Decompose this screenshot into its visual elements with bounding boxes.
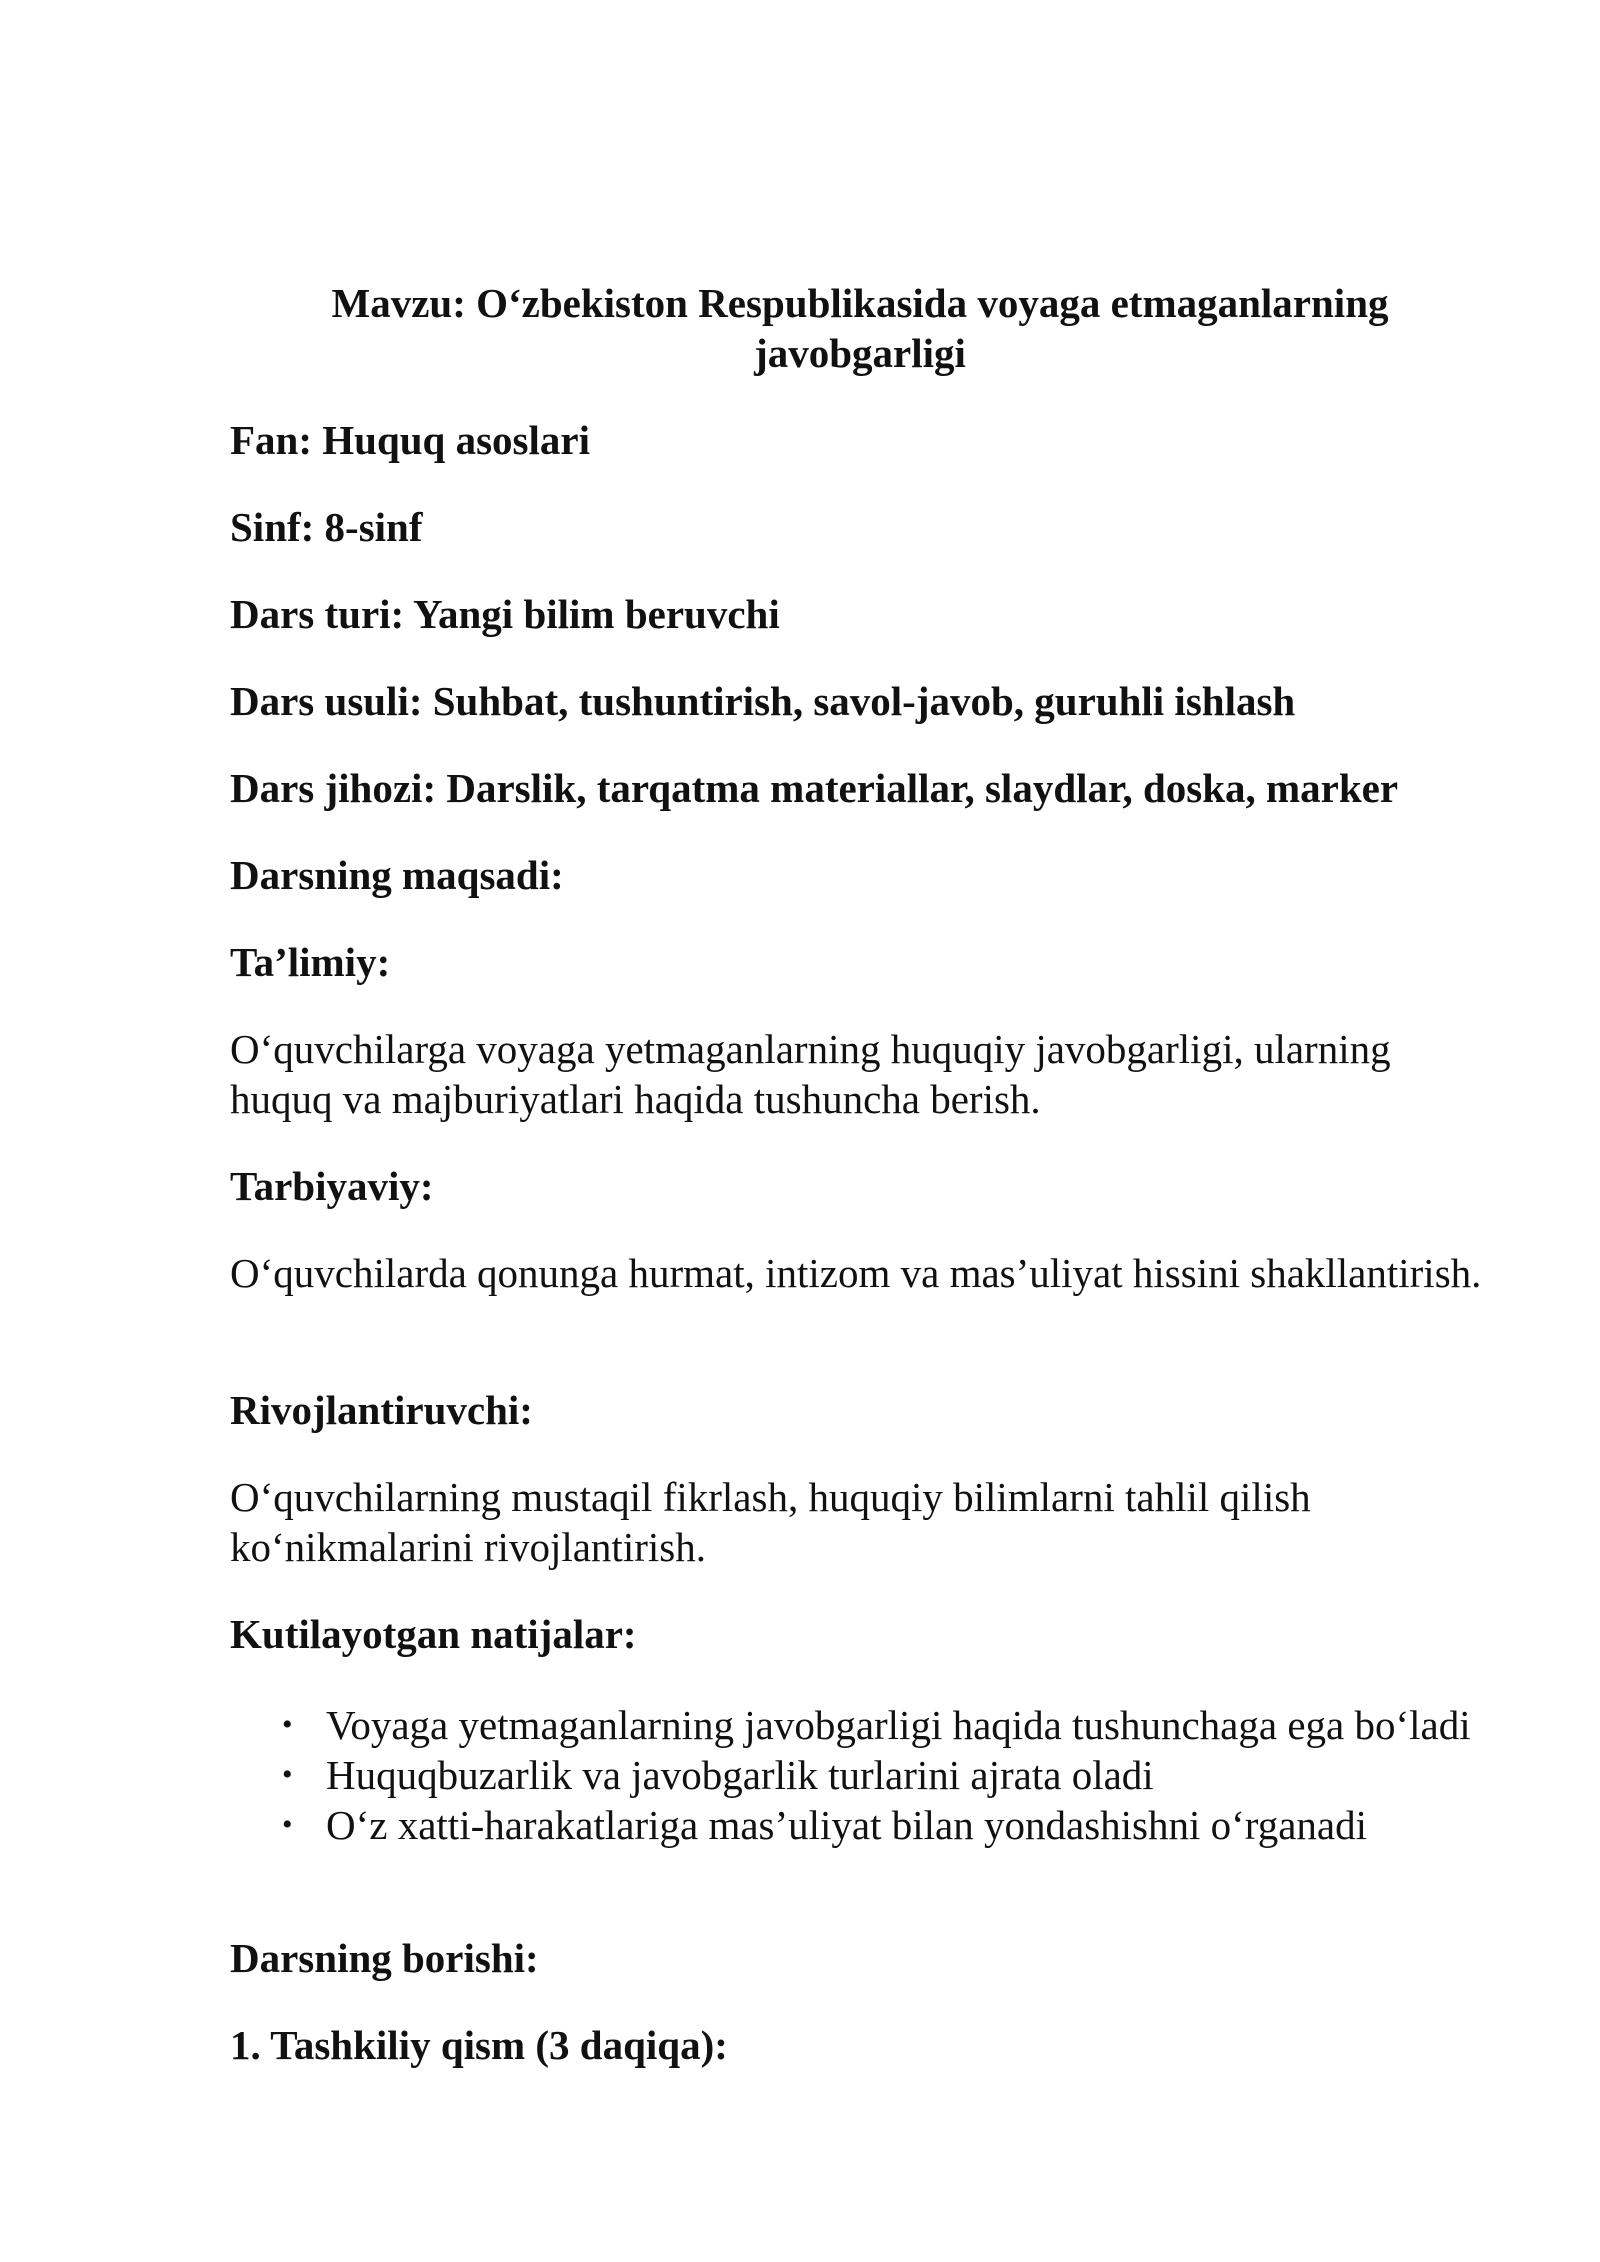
list-item [230, 1800, 1490, 1850]
list-item-text: O‘z xatti-harakatlariga mas’uliyat bilan yondashishni o‘rganadi [326, 1802, 1367, 1848]
expected-results-heading: Kutilayotgan natijalar: [230, 1611, 637, 1657]
lesson-type-field: Dars turi: Yangi bilim beruvchi [230, 591, 780, 637]
list-item-text: Voyaga yetmaganlarning javobgarligi haqida tushunchaga ega bo‘ladi [326, 1702, 1471, 1748]
document-title: Mavzu: O‘zbekiston Respublikasida voyaga etmaganlarning javobgarligi [331, 280, 1389, 376]
lesson-process-heading: Darsning borishi: [230, 1935, 539, 1981]
bullet-icon: • [282, 1708, 293, 1741]
developmental-goal-text: O‘quvchilarning mustaqil fikrlash, huquqiy bilimlarni tahlil qilish ko‘nikmalarini rivojlantirish. [230, 1474, 1311, 1570]
developmental-goal-label: Rivojlantiruvchi: [230, 1387, 533, 1433]
educational-goal-text: O‘quvchilarga voyaga yetmaganlarning huquqiy javobgarligi, ularning huquq va majburiyatlari haqida tushuncha berish. [230, 1026, 1391, 1122]
expected-results-list [230, 1700, 1490, 1850]
goals-heading: Darsning maqsadi: [230, 852, 564, 898]
bullet-icon: • [282, 1808, 293, 1841]
list-item-text: Huquqbuzarlik va javobgarlik turlarini ajrata oladi [326, 1752, 1154, 1798]
lesson-method-field: Dars usuli: Suhbat, tushuntirish, savol-javob, guruhli ishlash [230, 678, 1296, 724]
organizational-part-heading: 1. Tashkiliy qism (3 daqiqa): [230, 2022, 728, 2068]
list-item [230, 1700, 1490, 1750]
lesson-equipment-field: Dars jihozi: Darslik, tarqatma materiallar, slaydlar, doska, marker [230, 765, 1399, 811]
educational-goal-label: Ta’limiy: [230, 939, 391, 985]
upbringing-goal-label: Tarbiyaviy: [230, 1163, 434, 1209]
bullet-icon: • [282, 1758, 293, 1791]
list-item [230, 1750, 1490, 1800]
grade-field: Sinf: 8-sinf [230, 504, 423, 550]
subject-field: Fan: Huquq asoslari [230, 417, 590, 463]
upbringing-goal-text: O‘quvchilarda qonunga hurmat, intizom va mas’uliyat hissini shakllantirish. [230, 1250, 1482, 1296]
